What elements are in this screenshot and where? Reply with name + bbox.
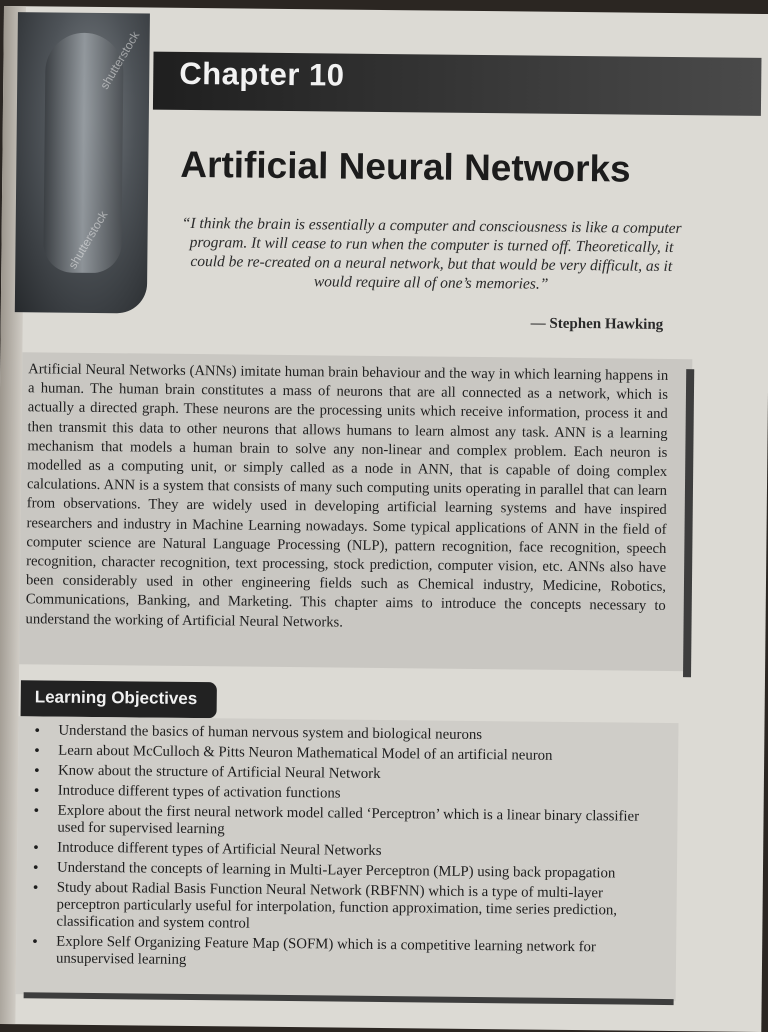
chapter-title: Artificial Neural Networks [180,143,631,190]
chapter-image-robot-head [15,12,150,313]
intro-paragraph: Artificial Neural Networks (ANNs) imitate human brain behaviour and the way in which learning happens in a human. The human brain constitutes a mass of neurons that are all connected as a network, which is actually a directed graph. These neurons are the processing units which receive information, process it and then transmit this data to other neurons that allows humans to learn almost any task. ANN is a learning mechanism that models a human brain to solve any non-linear and complex problem. Each neuron is modelled as a computing unit, or simply called as a node in ANN, that is capable of doing complex calculations. ANN is a system that consists of many such computing units operating in parallel that can learn from observations. They are widely used in developing artificial learning systems and have inspired researchers and industry in Machine Learning nowadays. Some typical applications of ANN in the field of computer science are Natural Language Processing (NLP), pattern recognition, face recognition, speech recognition, character recognition, text processing, stock prediction, computer vision, etc. ANNs also have been considerably used in other engineering fields such as Chemical industry, Medicine, Robotics, Communications, Banking, and Marketing. This chapter aims to introduce the concepts necessary to understand the working of Artificial Neural Networks. [25,361,669,631]
book-page [0,6,768,1032]
objective-item: • Introduce different types of activation functions [26,782,652,806]
chapter-number: Chapter 10 [179,55,345,93]
epigraph-quote: “I think the brain is essentially a computer and consciousness is like a computer program. It will cease to run when the computer is turned off. Theoretically, it could be re-created on a neural network, but that would be very difficult, as it would require all of one’s memories.” [181,214,682,293]
epigraph-author: — Stephen Hawking [530,315,664,333]
image-watermark: shutterstock [97,28,143,92]
objective-item: • Know about the structure of Artificial Neural Network [26,762,652,786]
objective-item: • Understand the basics of human nervous system and biological neurons [26,722,652,746]
objective-item: • Study about Radial Basis Function Neural Network (RBFNN) which is a type of multi-layer perceptron particularly useful for interpolation, function approximation, time series prediction, classification and system control [24,879,650,937]
learning-objectives-list [24,722,653,977]
objective-item: • Introduce different types of Artificial Neural Networks [25,839,651,863]
objective-item: • Learn about McCulloch & Pitts Neuron Mathematical Model of an artificial neuron [26,742,652,766]
objective-item: • Explore Self Organizing Feature Map (SOFM) which is a competitive learning network for unsupervised learning [24,933,650,974]
learning-objectives-heading: Learning Objectives [34,687,198,709]
image-watermark: shutterstock [65,208,111,272]
objective-item: • Explore about the first neural network model called ‘Perceptron’ which is a linear binary classifier used for supervised learning [25,802,651,843]
objective-item: • Understand the concepts of learning in Multi-Layer Perceptron (MLP) using back propagation [25,859,651,883]
